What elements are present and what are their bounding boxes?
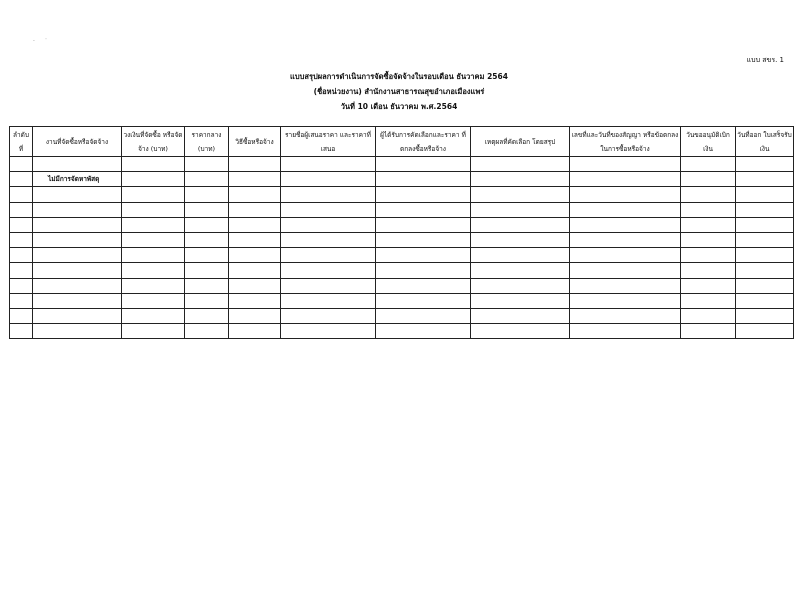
table-row	[10, 187, 794, 202]
table-row	[10, 248, 794, 263]
report-date: วันที่ 10 เดือน ธันวาคม พ.ศ.2564	[340, 102, 458, 111]
agency-name: (ชื่อหน่วยงาน) สำนักงานสาธารณสุขอำเภอเมืองแพร่	[313, 87, 485, 96]
table-row	[10, 232, 794, 247]
col-header-approval-date: วันขออนุมัติเบิก เงิน	[681, 127, 736, 157]
col-header-budget: วงเงินที่จัดซื้อ หรือจัดจ้าง (บาท)	[122, 127, 185, 157]
col-header-no: ลำดับ ที่	[10, 127, 33, 157]
table-row	[10, 172, 794, 187]
table-row	[10, 324, 794, 339]
header-row	[10, 127, 794, 157]
col-header-receipt-date: วันที่ออก ใบเสร็จรับเงิน	[736, 127, 794, 157]
table-row	[10, 263, 794, 278]
col-header-contract: เลขที่และวันที่ของสัญญา หรือข้อตกลงในการซื้อหรือจ้าง	[570, 127, 681, 157]
form-code: แบบ สขร. 1	[746, 56, 784, 64]
col-header-selected: ผู้ได้รับการคัดเลือกและราคา ที่ตกลงซื้อหรือจ้าง	[376, 127, 471, 157]
table-row	[10, 202, 794, 217]
report-title: แบบสรุปผลการดำเนินการจัดซื้อจัดจ้างในรอบเดือน ธันวาคม 2564	[290, 72, 508, 81]
col-header-median-price: ราคากลาง (บาท)	[185, 127, 229, 157]
col-header-bidders: รายชื่อผู้เสนอราคา และราคาที่เสนอ	[281, 127, 376, 157]
col-header-item: งานที่จัดซื้อหรือจัดจ้าง	[33, 127, 122, 157]
scan-speck: · ˙	[33, 38, 48, 45]
col-header-reason: เหตุผลที่คัดเลือก โดยสรุป	[471, 127, 570, 157]
table-row	[10, 293, 794, 308]
table-row	[10, 278, 794, 293]
col-header-method: วิธีซื้อหรือจ้าง	[229, 127, 281, 157]
table-row	[10, 157, 794, 172]
table-row	[10, 217, 794, 232]
no-procurement-note: ไม่มีการจัดหาพัสดุ	[33, 172, 122, 187]
procurement-summary-table	[9, 126, 794, 339]
table-row	[10, 308, 794, 323]
